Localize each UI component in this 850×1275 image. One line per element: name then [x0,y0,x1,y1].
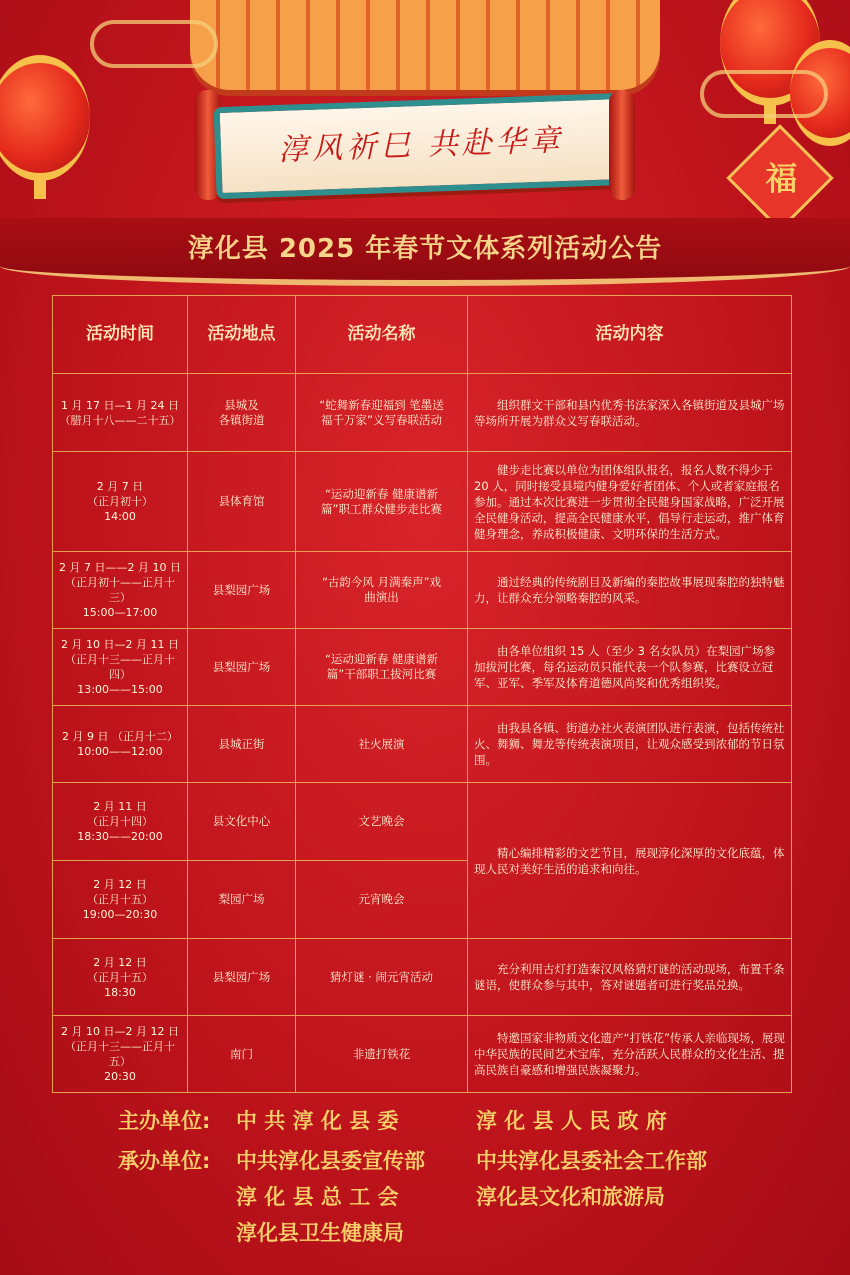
table-header-row [53,296,792,374]
cloud-left-icon [90,20,218,68]
host-2: 淳 化 县 人 民 政 府 [476,1109,667,1133]
activity-place: 县城正街 [188,706,296,783]
host-1: 中 共 淳 化 县 委 [236,1109,399,1133]
activity-time: 2 月 11 日 （正月十四） 18:30——20:00 [53,783,188,861]
activity-table [52,295,792,1093]
page-title: 淳化县 2025 年春节文体系列活动公告 [187,234,663,264]
activity-content: 精心编排精彩的文艺节目，展现淳化深厚的文化底蕴，体现人民对美好生活的追求和向往。 [468,783,792,939]
activity-name: 元宵晚会 [296,861,468,939]
column-header-place: 活动地点 [188,296,296,374]
poster-header [0,0,850,290]
table-row [53,939,792,1016]
activity-name: 非遗打铁花 [296,1016,468,1093]
table-row [53,706,792,783]
activity-time: 2 月 10 日—2 月 12 日 （正月十三——正月十五） 20:30 [53,1016,188,1093]
activity-content: 组织群文干部和县内优秀书法家深入各镇街道及县城广场等场所开展为群众义写春联活动。 [468,374,792,452]
table-row [53,452,792,552]
activity-name: “蛇舞新春迎福到 笔墨送 福千万家”义写春联活动 [296,374,468,452]
activity-time: 2 月 7 日——2 月 10 日 （正月初十——正月十三） 15:00—17:00 [53,552,188,629]
fu-charm-icon: 福 [726,124,833,231]
table-row [53,552,792,629]
organizer-1: 中共淳化县委宣传部 [236,1149,425,1173]
activity-time: 2 月 9 日 （正月十二） 10:00——12:00 [53,706,188,783]
activity-name: “运动迎新春 健康谱新 篇”职工群众健步走比赛 [296,452,468,552]
activity-place: 县文化中心 [188,783,296,861]
slogan-text: 淳风祈巳 共赴华章 [277,123,565,168]
activity-content: 由我县各镇、街道办社火表演团队进行表演，包括传统社火、舞狮、舞龙等传统表演项目，让观众感受到浓郁的节日氛围。 [468,706,792,783]
table-row [53,629,792,706]
organizer-label: 承办单位: [118,1149,211,1173]
activity-place: 县城及 各镇街道 [188,374,296,452]
activity-content: 通过经典的传统剧目及新编的秦腔故事展现秦腔的独特魅力，让群众充分领略秦腔的风采。 [468,552,792,629]
activity-place: 县梨园广场 [188,552,296,629]
organizer-5: 淳化县卫生健康局 [236,1221,404,1245]
activity-content: 充分利用古灯打造秦汉风格猜灯谜的活动现场，布置千条谜语，使群众参与其中，答对谜题者可进行奖品兑换。 [468,939,792,1016]
activity-place: 县梨园广场 [188,629,296,706]
column-header-time: 活动时间 [53,296,188,374]
host-label: 主办单位: [118,1109,211,1133]
slogan-scroll [195,90,635,200]
table-row [53,1016,792,1093]
cloud-right-icon [700,70,828,118]
activity-name: 文艺晚会 [296,783,468,861]
activity-place: 南门 [188,1016,296,1093]
activity-place: 梨园广场 [188,861,296,939]
organizer-2: 中共淳化县委社会工作部 [476,1149,707,1173]
table-row [53,783,792,861]
activity-content: 健步走比赛以单位为团体组队报名，报名人数不得少于 20 人，同时接受县境内健身爱好者团体、个人或者家庭报名参加。通过本次比赛进一步贯彻全民健身国家战略，广泛开展全民健身活动，提高全民健康水平，倡导行走运动，推广体育健身理念，养成积极健康、文明环保的生活方式。 [468,452,792,552]
activity-name: 猜灯谜 · 闹元宵活动 [296,939,468,1016]
activity-content: 由各单位组织 15 人（至少 3 名女队员）在梨园广场参加拔河比赛，每名运动员只能代表一个队参赛，比赛设立冠军、亚军、季军及体育道德风尚奖和优秀组织奖。 [468,629,792,706]
activity-time: 2 月 10 日—2 月 11 日 （正月十三——正月十四） 13:00——15:00 [53,629,188,706]
activity-content: 特邀国家非物质文化遗产“打铁花”传承人亲临现场，展现中华民族的民间艺术宝库，充分活跃人民群众的文化生活、提高民族自豪感和增强民族凝聚力。 [468,1016,792,1093]
activity-name: “古韵今风 月满秦声”戏 曲演出 [296,552,468,629]
activity-time: 1 月 17 日—1 月 24 日 （腊月十八——二十五） [53,374,188,452]
activity-time: 2 月 7 日 （正月初十） 14:00 [53,452,188,552]
column-header-content: 活动内容 [468,296,792,374]
organizer-4: 淳化县文化和旅游局 [476,1185,665,1209]
table-row [53,374,792,452]
activity-name: “运动迎新春 健康谱新 篇”干部职工拔河比赛 [296,629,468,706]
activity-place: 县梨园广场 [188,939,296,1016]
roof-eave-decoration [190,0,660,90]
lantern-left-icon [0,55,90,181]
activity-name: 社火展演 [296,706,468,783]
column-header-name: 活动名称 [296,296,468,374]
activity-time: 2 月 12 日 （正月十五） 18:30 [53,939,188,1016]
activity-place: 县体育馆 [188,452,296,552]
organizer-3: 淳 化 县 总 工 会 [236,1185,399,1209]
activity-time: 2 月 12 日 （正月十五） 19:00—20:30 [53,861,188,939]
